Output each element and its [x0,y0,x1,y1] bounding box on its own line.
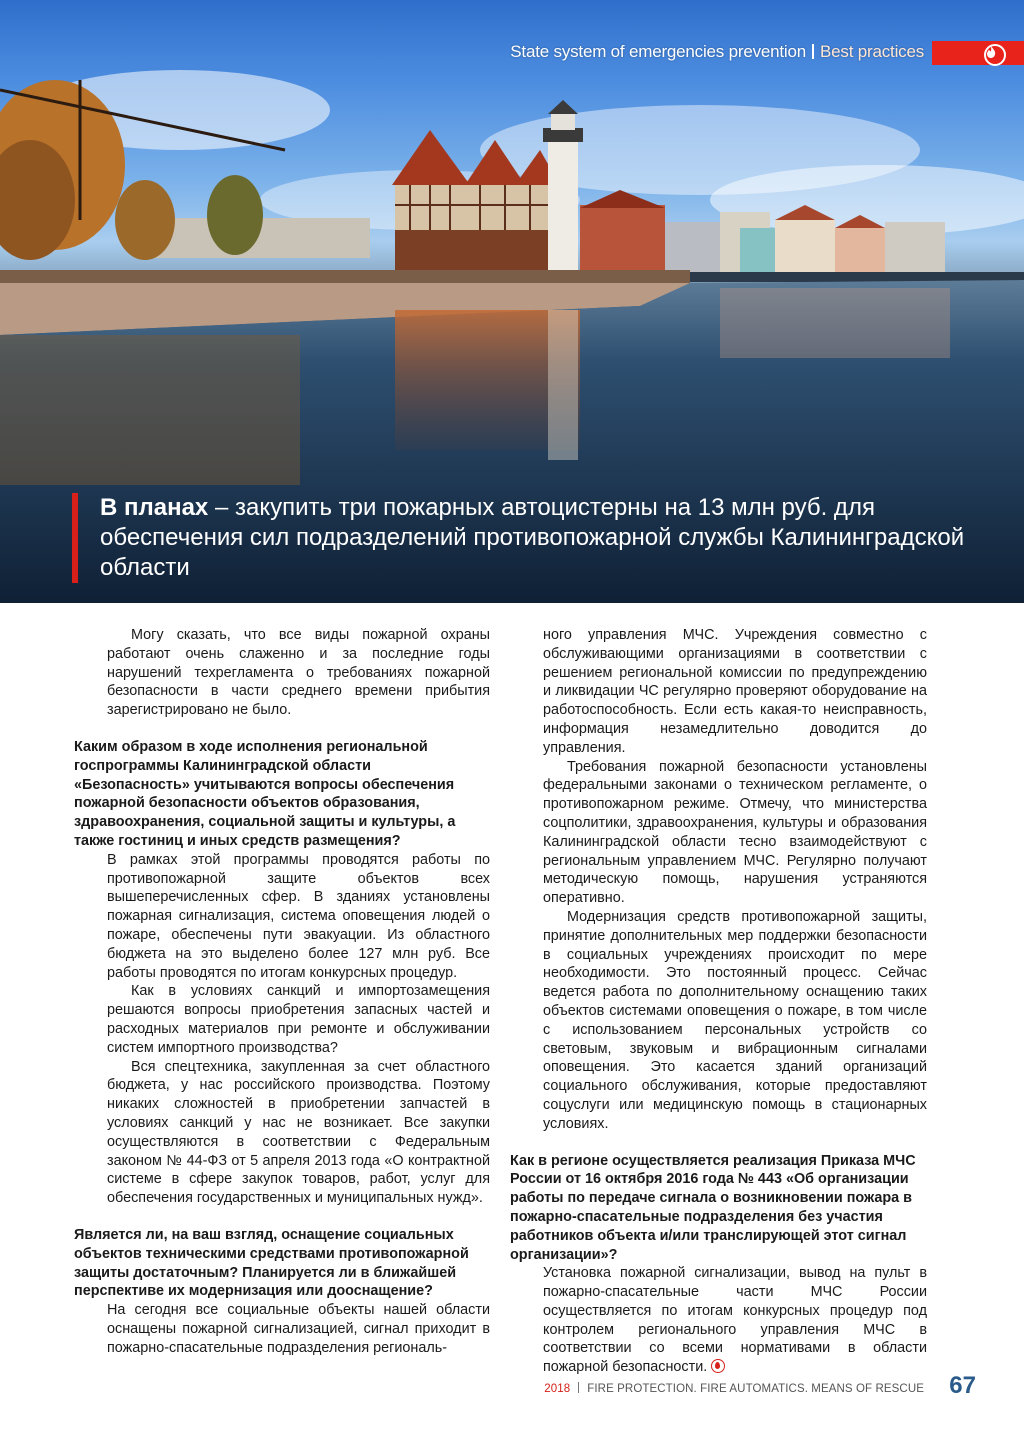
hero-photo [0,0,1024,603]
fire-logo-icon [984,44,1006,66]
header-divider [812,44,814,59]
page-number: 67 [949,1372,976,1399]
answer-2-paragraph-3: Модернизация средств противопожарной защиты, принятие дополнительных мер поддержки безопасности в социальных учреждениях происходит по мере необходимости. Это постоянный процесс. Сейчас ведется работа по дополнительному оснащению таких объектов системами оповещения о пожаре, в том числе с использованием персональных устройств со световым, звуковым и вибрационным сигналами оповещения. Это касается зданий организаций социального обслуживания, которые предоставляют соцуслуги или медицинскую помощь в стационарных условиях. [543,908,927,1132]
section-title: State system of emergencies prevention [510,42,807,61]
caption-text: – закупить три пожарных автоцистерны на 13 млн руб. для обеспечения сил подразделений противопожарной службы Калининградской области [100,494,965,581]
intro-paragraph: Могу сказать, что все виды пожарной охраны работают очень слаженно и за последние годы нарушений техрегламента о требованиях пожарной безопасности в части среднего времени прибытия зарегистрировано не было. [107,627,490,719]
section-subtitle: Best practices [820,42,924,61]
answer-1-paragraph-1: В рамках этой программы проводятся работы по противопожарной защите объектов всех вышеперечисленных сфер. В зданиях установлены пожарная сигнализация, система оповещения людей о пожаре, обеспечены пути эвакуации. Из областного бюджета на это выделено более 127 млн руб. Все работы проводятся по итогам конкурсных процедур. [107,851,490,981]
answer-3-paragraph-1 [510,1264,927,1377]
section-tab [932,41,1024,65]
answer-1-paragraph-3: Вся спецтехника, закупленная за счет областного бюджета, у нас российского производства. Поэтому никаких сложностей в приобретении запчастей в условиях санкций у нас не возникает. Все закупки осуществляются в соответствии с Федеральным законом № 44-ФЗ от 5 апреля 2013 года «О контрактной системе в сфере закупок товаров, работ, услуг для обеспечения государственных и муниципальных нужд». [107,1058,490,1207]
page-footer [544,1382,924,1395]
answer-2-continuation: ного управления МЧС. Учреждения совместно с обслуживающими организациями в соответствии с решением региональной комиссии по предупреждению и ликвидации ЧС регулярно проверяют оборудование на работоспособность. Если есть какая-то неисправность, информация незамедлительно доводится до управления. [543,627,927,756]
question-3: Как в регионе осуществляется реализация Приказа МЧС России от 16 октября 2016 года № 443 «Об организации работы по передаче сигнала о возникновении пожара в пожарно-спасательные подразделения без участия работников объекта и/или транслирующей этот сигнал организации»? [510,1152,916,1263]
running-header [510,42,924,62]
answer-3-text: Установка пожарной сигнализации, вывод на пульт в пожарно-спасательные части МЧС России осуществляется по итогам конкурсных процедур под контролем регионального управления МЧС в соответствии со всеми нормативами в области пожарной безопасности. [543,1265,927,1376]
right-column [510,626,927,1377]
photo-caption [72,493,1000,583]
answer-2-paragraph-1: На сегодня все социальные объекты нашей области оснащены пожарной сигнализацией, сигнал приходит в пожарно-спасательные подразделения региональ- [107,1302,490,1356]
journal-title: FIRE PROTECTION. FIRE AUTOMATICS. MEANS OF RESCUE [587,1383,924,1395]
question-2: Является ли, на ваш взгляд, оснащение социальных объектов техническими средствами противопожарной защиты достаточным? Планируется ли в ближайшей перспективе их модернизация или дооснащение? [74,1226,469,1300]
question-1: Каким образом в ходе исполнения региональной госпрограммы Калининградской области «Безопасность» учитываются вопросы обеспечения пожарной безопасности объектов образования, здравоохранения, социальной защиты и культуры, а также гостиниц и иных средств размещения? [74,738,456,849]
footer-divider [578,1382,579,1393]
caption-lead: В планах [100,494,209,521]
answer-2-paragraph-2: Требования пожарной безопасности установлены федеральными законами о техническом регламенте, о противопожарном режиме. Отмечу, что министерства соцполитики, здравоохранения, культуры и образования Калининградской области тесно взаимодействуют с региональным управлением МЧС. Регулярно получают методическую помощь, нарушения устраняются оперативно. [543,758,927,907]
left-column [74,626,490,1357]
answer-1-paragraph-2: Как в условиях санкций и импортозамещения решаются вопросы приобретения запасных частей и расходных материалов при ремонте и обслуживании систем импортного производства? [107,983,490,1056]
end-of-article-icon [711,1359,725,1373]
footer-year: 2018 [544,1383,571,1395]
